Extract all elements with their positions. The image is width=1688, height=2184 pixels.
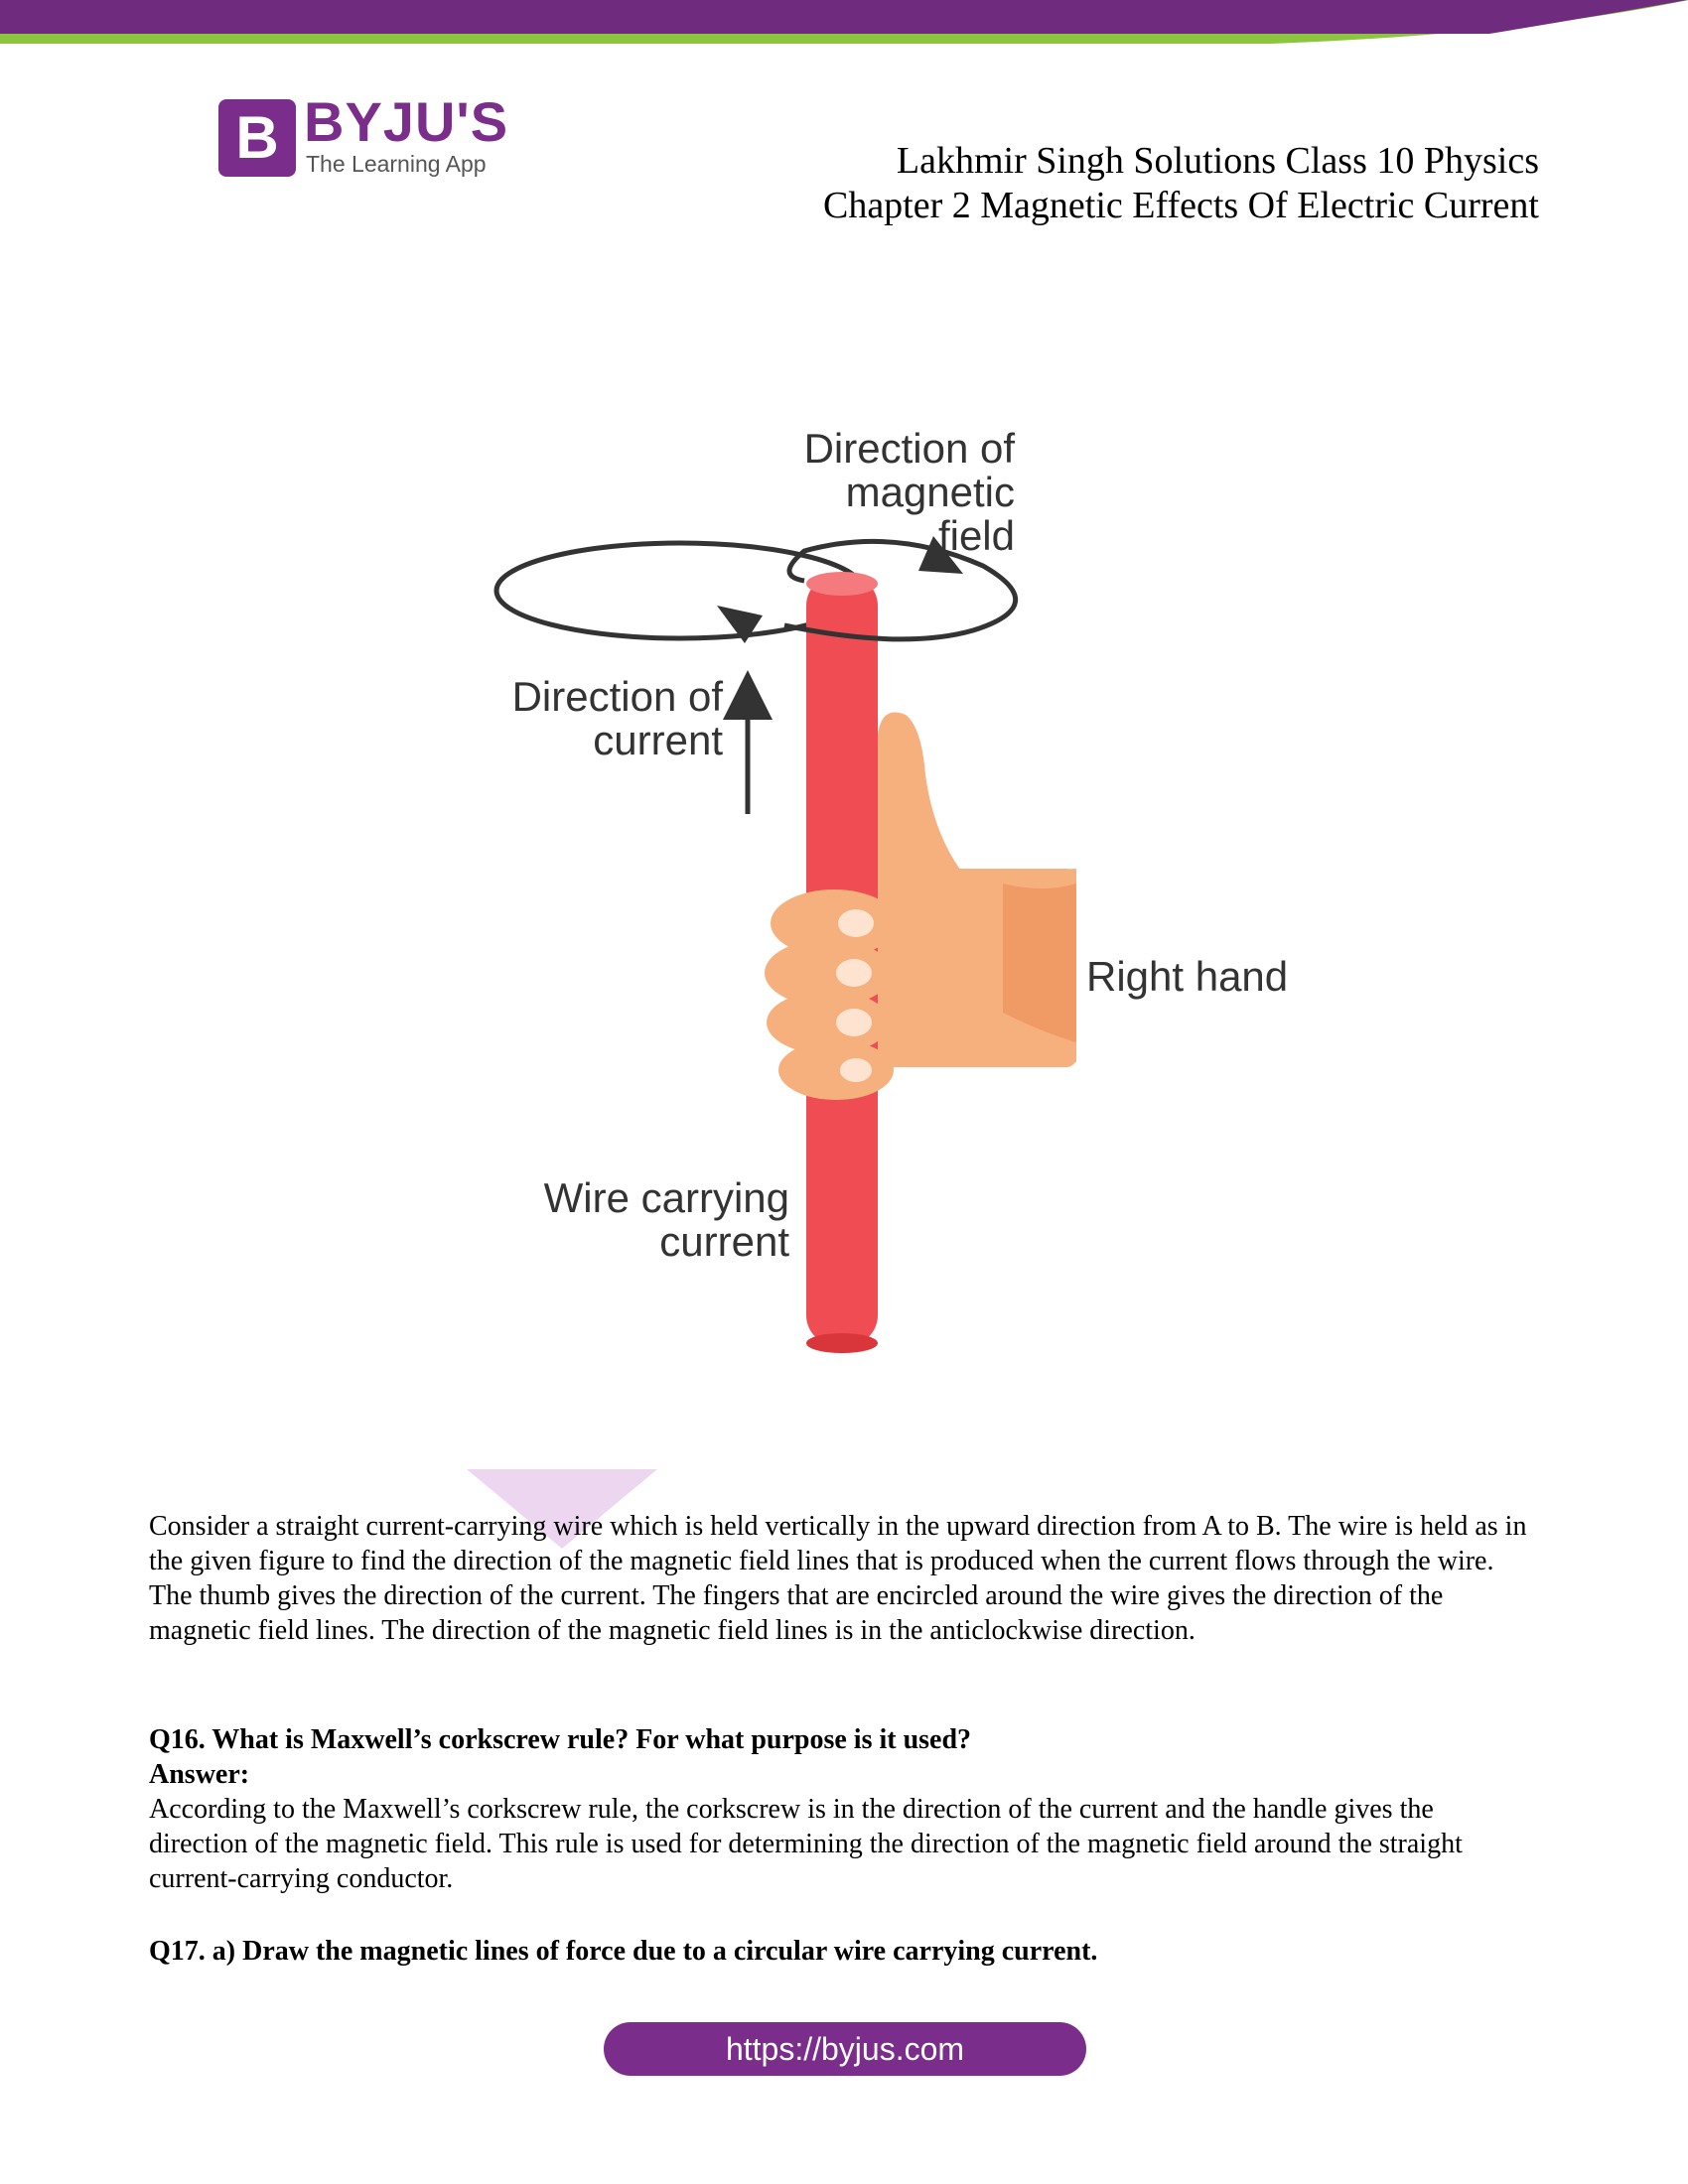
label-magnetic-field: Direction of magnetic field [803, 425, 1015, 559]
label-right-hand: Right hand [1086, 953, 1289, 1000]
footer-url-link[interactable]: https://byjus.com [604, 2022, 1086, 2076]
nail-2 [836, 959, 872, 987]
top-banner [0, 0, 1688, 60]
byjus-logo [218, 90, 509, 181]
question-17: Q17. a) Draw the magnetic lines of force due to a circular wire carrying current. [149, 1936, 1098, 1967]
paragraph-answer-16: According to the Maxwell’s corkscrew rule, the corkscrew is in the direction of the current and the handle gives the direction of the magnetic field. This rule is used for determining the direction of the magnetic field around the straight current-carrying conductor. [149, 1794, 1463, 1894]
nail-3 [836, 1009, 872, 1036]
label-current: Direction of current [511, 673, 723, 763]
logo-tagline: The Learning App [306, 151, 487, 177]
answer-label: Answer: [149, 1759, 250, 1790]
finger-4 [778, 1040, 894, 1100]
wire-bottom [806, 1333, 878, 1353]
wire-top [806, 572, 878, 596]
header-line-2: Chapter 2 Magnetic Effects Of Electric Current [822, 185, 1539, 226]
logo-letter: B [235, 104, 279, 171]
right-hand-rule-figure [447, 417, 1340, 1370]
label-wire: Wire carrying current [543, 1174, 789, 1265]
page-header [823, 139, 1539, 228]
nail-1 [838, 909, 874, 937]
question-16: Q16. What is Maxwell’s corkscrew rule? For what purpose is it used? [149, 1724, 972, 1755]
nail-4 [840, 1058, 872, 1082]
logo-name: BYJU'S [304, 90, 509, 153]
paragraph-explanation: Consider a straight current-carrying wire which is held vertically in the upward direction from A to B. The wire is held as in the given figure to find the direction of the magnetic field lines that is produced when the current flows through the wire. The thumb gives the direction of the current. The fingers that are encircled around the wire gives the direction of the magnetic field lines. The direction of the magnetic field lines is in the anticlockwise direction. [149, 1511, 1527, 1646]
header-line-1: Lakhmir Singh Solutions Class 10 Physics [896, 140, 1539, 182]
